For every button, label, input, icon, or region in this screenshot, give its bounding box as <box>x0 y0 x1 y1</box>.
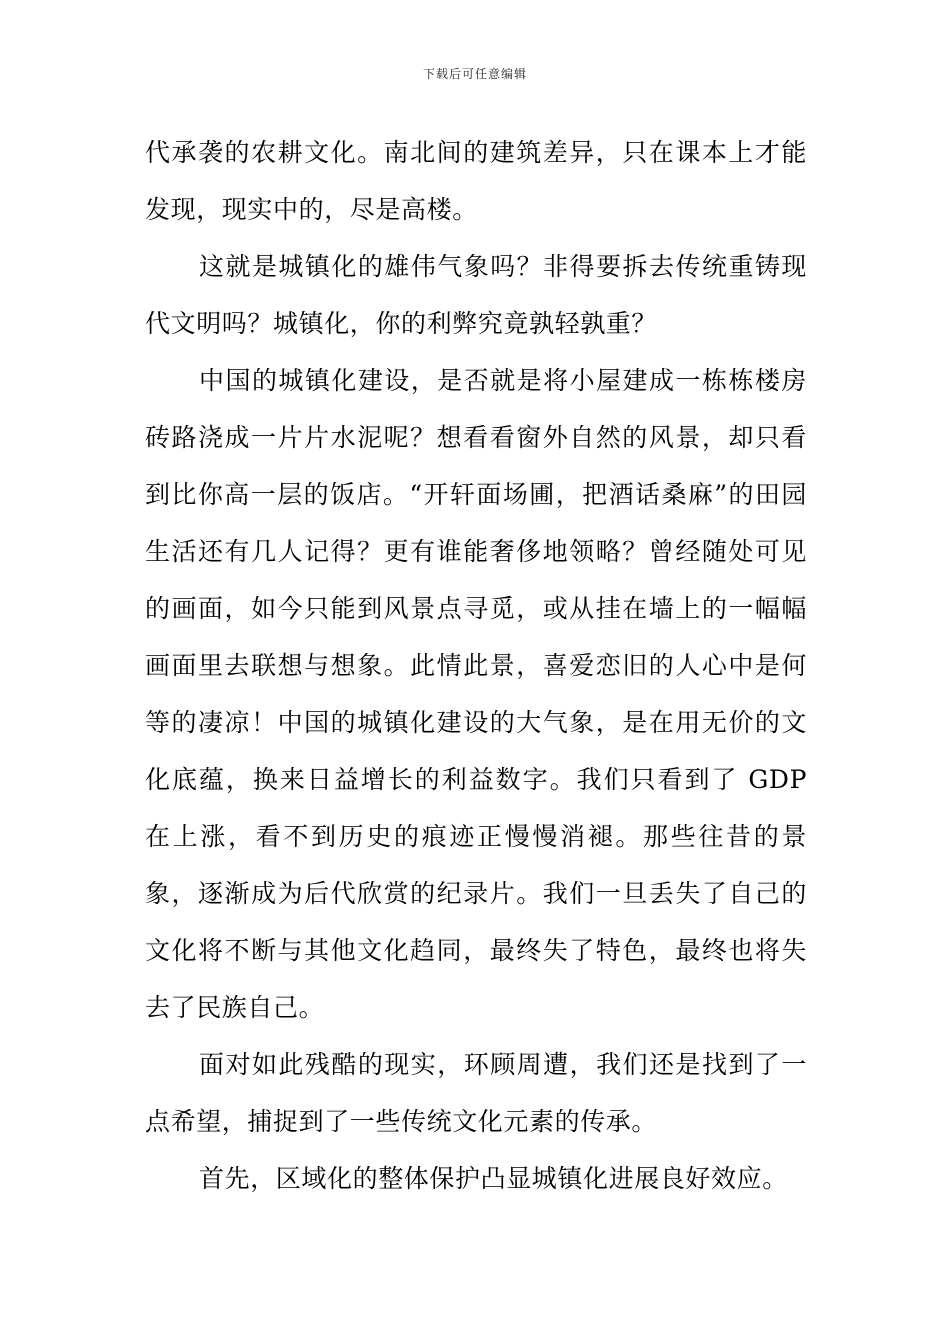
paragraph: 首先，区域化的整体保护凸显城镇化进展良好效应。 <box>199 1164 788 1193</box>
paragraph: 面对如此残酷的现实，环顾周遭，我们还是找到了一点希望，捕捉到了一些传统文化元素的传承。 <box>145 1050 807 1136</box>
paragraph: 这就是城镇化的雄伟气象吗？非得要拆去传统重铸现代文明吗？城镇化，你的利弊究竟孰轻孰重？ <box>145 252 807 338</box>
paragraph-continuation: 代承袭的农耕文化。南北间的建筑差异，只在课本上才能发现，现实中的，尽是高楼。 <box>145 138 807 224</box>
page-header: 下载后可任意编辑 <box>422 67 527 81</box>
paragraph: 中国的城镇化建设，是否就是将小屋建成一栋栋楼房砖路浇成一片片水泥呢？想看看窗外自然的风景，却只看到比你高一层的饭店。“开轩面场圃，把酒话桑麻”的田园生活还有几人记得？更有谁能奢侈地领略？曾经随处可见的画面，如今只能到风景点寻觅，或从挂在墙上的一幅幅画面里去联想与想象。此情此景，喜爱恋旧的人心中是何等的凄凉！中国的城镇化建设的大气象，是在用无价的文化底蕴，换来日益增长的利益数字。我们只看到了 GDP 在上涨，看不到历史的痕迹正慢慢消褪。那些往昔的景象，逐渐成为后代欣赏的纪录片。我们一旦丢失了自己的文化将不断与其他文化趋同，最终失了特色，最终也将失去了民族自己。 <box>145 366 816 1022</box>
document-body <box>145 124 816 1207</box>
